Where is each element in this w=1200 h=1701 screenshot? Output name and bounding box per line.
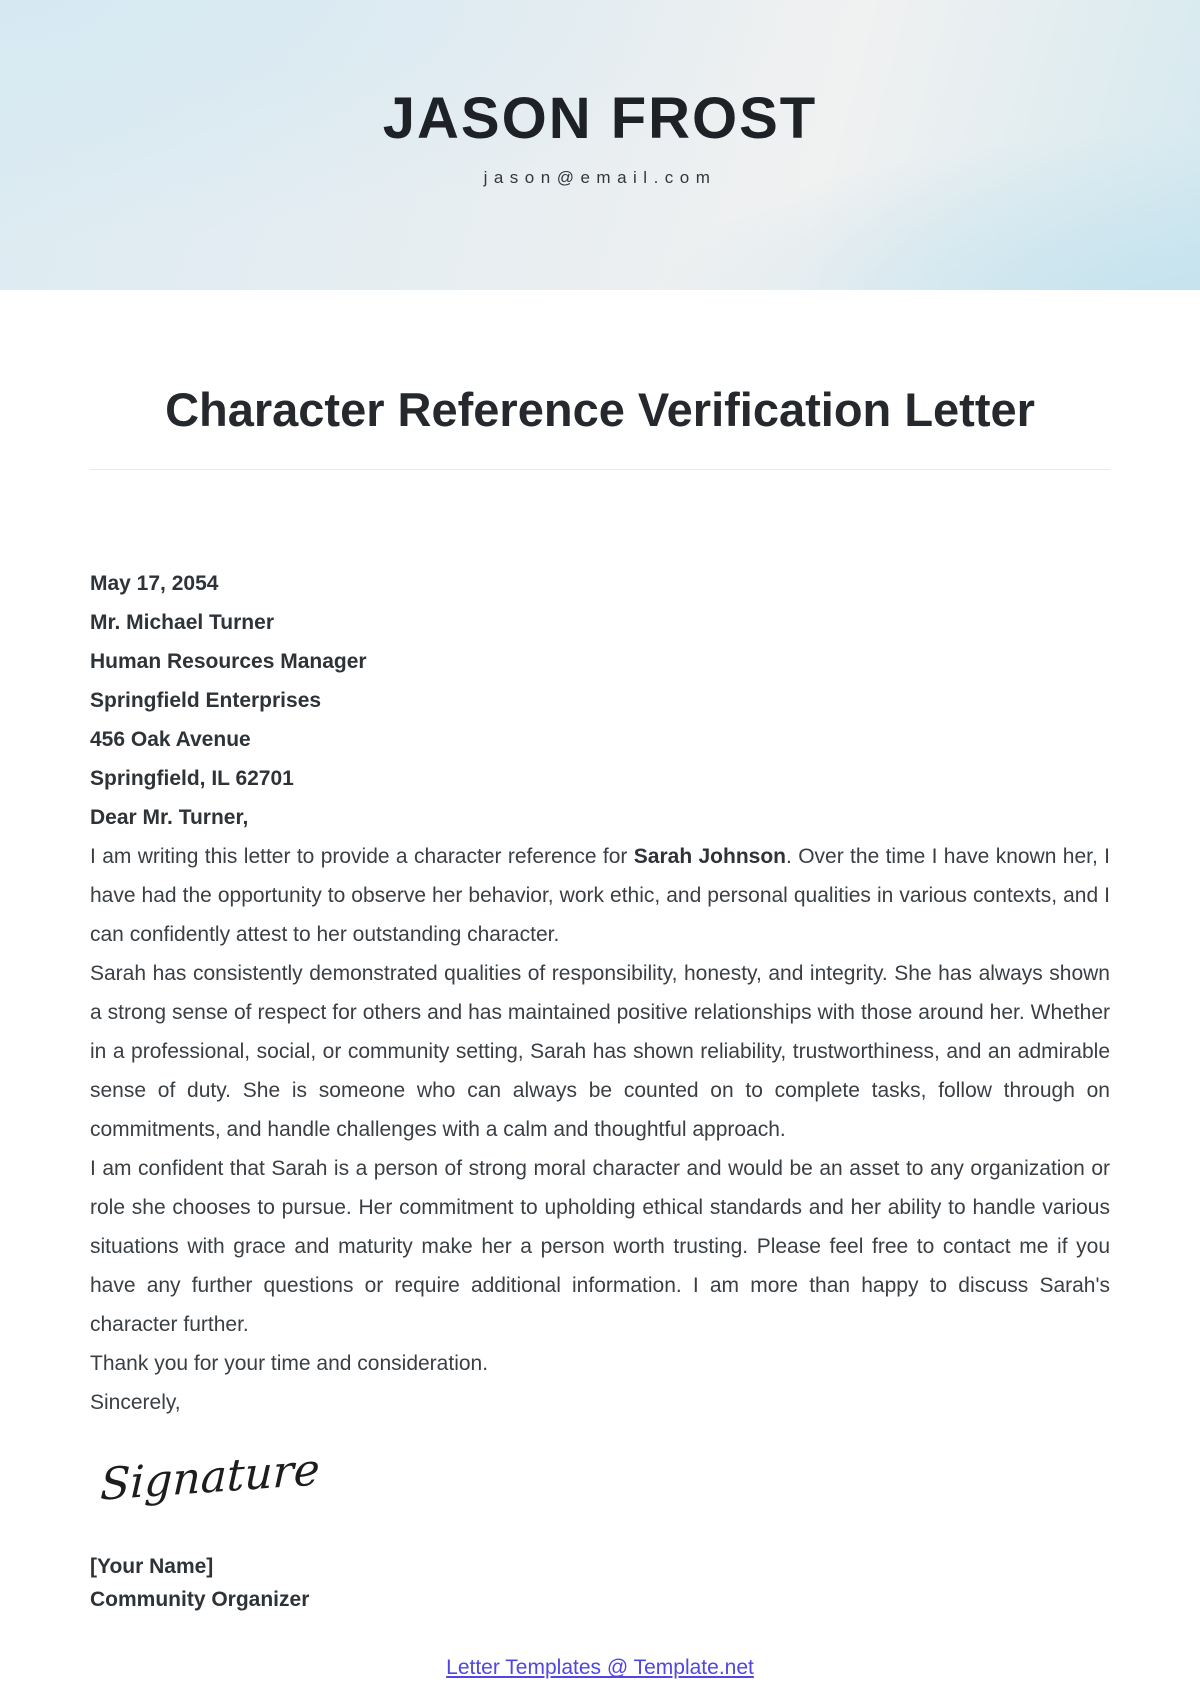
sender-display-name: JASON FROST [382,86,818,151]
signature-script: Signature [99,1444,321,1512]
sender-block [90,1550,1110,1616]
sender-name-placeholder: [Your Name] [90,1555,214,1579]
letterhead [0,0,1200,290]
title-divider [90,469,1110,470]
page-title: Character Reference Verification Letter [165,383,1035,436]
salutation: Dear Mr. Turner, [90,806,249,830]
template-source-link[interactable]: Letter Templates @ Template.net [446,1656,754,1680]
paragraph-1-text-cont: . Over the time I have known her, I have had the opportunity to observe her behavior, work ethic, and personal qualities in various contexts, and I can confidently attest to her outstanding character. [90,845,1110,947]
paragraph-3: I am confident that Sarah is a person of strong moral character and would be an asset to any organization or role she chooses to pursue. Her commitment to upholding ethical standards and her ability to handle various situations with grace and maturity make her a person worth trusting. Please feel free to contact me if you have any further questions or require additional information. I am more than happy to discuss Sarah's character further. [90,1157,1110,1337]
date-line: May 17, 2054 [90,572,219,596]
letter-page [90,382,1110,1680]
letter-body [90,564,1110,1422]
paragraph-1 [90,837,1110,954]
sign-off-line: Sincerely, [90,1391,181,1415]
sender-role: Community Organizer [90,1588,310,1612]
recipient-street-line: 456 Oak Avenue [90,728,251,752]
referenced-person-name: Sarah Johnson [633,845,786,869]
sender-email: jason@email.com [483,168,717,187]
paragraph-1-text: I am writing this letter to provide a character reference for [90,845,634,869]
recipient-title-line: Human Resources Manager [90,650,367,674]
recipient-city-line: Springfield, IL 62701 [90,767,294,791]
thank-you-line: Thank you for your time and consideration. [90,1352,489,1376]
footer [90,1656,1110,1680]
recipient-company-line: Springfield Enterprises [90,689,322,713]
recipient-name-line: Mr. Michael Turner [90,611,274,635]
paragraph-2: Sarah has consistently demonstrated qualities of responsibility, honesty, and integrity. She has always shown a strong sense of respect for others and has maintained positive relationships with those around her. Whether in a professional, social, or community setting, Sarah has shown reliability, trustworthiness, and an admirable sense of duty. She is someone who can always be counted on to complete tasks, follow through on commitments, and handle challenges with a calm and thoughtful approach. [90,962,1110,1142]
signature-area [90,1444,1110,1512]
